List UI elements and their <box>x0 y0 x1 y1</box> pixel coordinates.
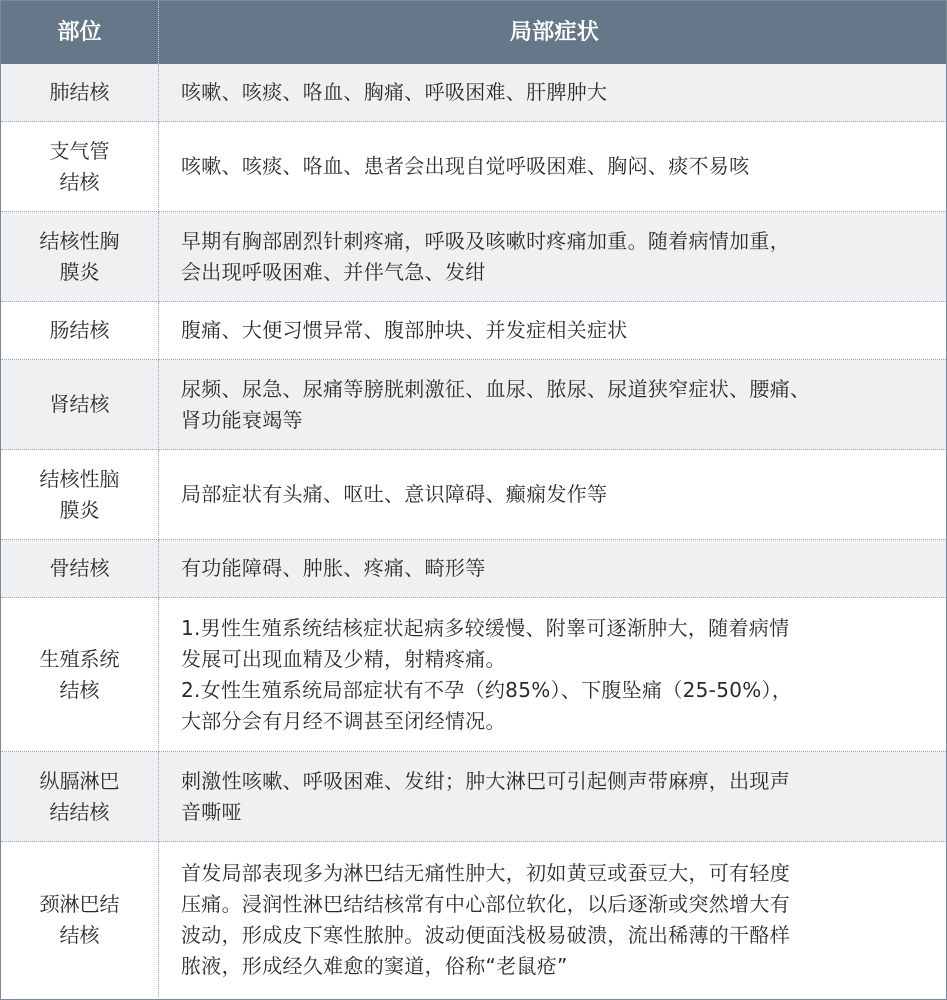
row-symptoms: 刺激性咳嗽、呼吸困难、发绀；肿大淋巴可引起侧声带麻痹，出现声 音嘶哑 <box>159 752 946 842</box>
row-part: 肠结核 <box>1 302 159 360</box>
row-symptoms: 1.男性生殖系统结核症状起病多较缓慢、附睾可逐渐肿大，随着病情 发展可出现血精及少精，射精疼痛。 2.女性生殖系统局部症状有不孕（约85%）、下腹坠痛（25-50%）， 大部分会有月经不调甚至闭经情况。 <box>159 598 946 752</box>
row-part: 支气管 结核 <box>1 122 159 212</box>
row-part: 颈淋巴结 结核 <box>1 842 159 997</box>
row-symptoms: 早期有胸部剧烈针刺疼痛，呼吸及咳嗽时疼痛加重。随着病情加重， 会出现呼吸困难、并伴气急、发绀 <box>159 212 946 302</box>
row-symptoms: 咳嗽、咳痰、咯血、胸痛、呼吸困难、肝脾肿大 <box>159 64 946 122</box>
row-part: 肺结核 <box>1 64 159 122</box>
row-part: 肾结核 <box>1 360 159 450</box>
row-part: 结核性脑 膜炎 <box>1 450 159 540</box>
row-symptoms: 尿频、尿急、尿痛等膀胱刺激征、血尿、脓尿、尿道狭窄症状、腰痛、 肾功能衰竭等 <box>159 360 946 450</box>
row-symptoms: 首发局部表现多为淋巴结无痛性肿大，初如黄豆或蚕豆大，可有轻度 压痛。浸润性淋巴结结核常有中心部位软化，以后逐渐或突然增大有 波动，形成皮下寒性脓肿。波动便面浅极易破溃，流出稀薄的干酪样 脓液，形成经久难愈的窦道，俗称“老鼠疮” <box>159 842 946 997</box>
row-part: 结核性胸 膜炎 <box>1 212 159 302</box>
row-part: 纵膈淋巴 结结核 <box>1 752 159 842</box>
row-symptoms: 咳嗽、咳痰、咯血、患者会出现自觉呼吸困难、胸闷、痰不易咳 <box>159 122 946 212</box>
row-symptoms: 腹痛、大便习惯异常、腹部肿块、并发症相关症状 <box>159 302 946 360</box>
row-part: 骨结核 <box>1 540 159 598</box>
row-symptoms: 局部症状有头痛、呕吐、意识障碍、癫痫发作等 <box>159 450 946 540</box>
header-part: 部位 <box>1 1 159 64</box>
row-part: 生殖系统 结核 <box>1 598 159 752</box>
row-symptoms: 有功能障碍、肿胀、疼痛、畸形等 <box>159 540 946 598</box>
header-symptoms: 局部症状 <box>159 1 946 64</box>
